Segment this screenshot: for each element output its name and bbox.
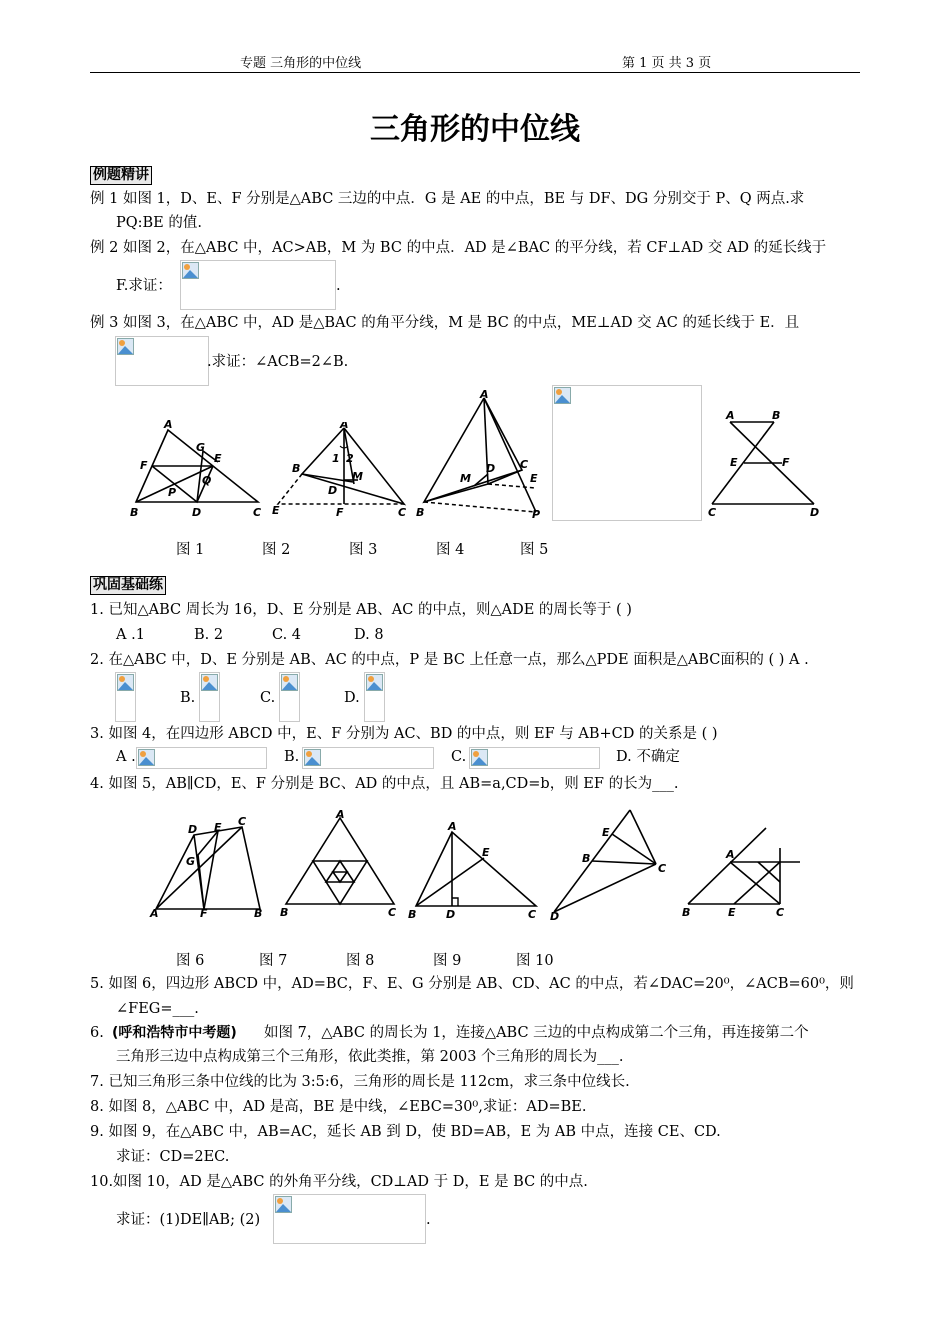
svg-text:A: A <box>340 422 349 431</box>
figure-6 <box>146 815 272 925</box>
svg-text:2: 2 <box>346 452 354 465</box>
problem-2: 2. 在△ABC 中，D、E 分别是 AB、AC 的中点，P 是 BC 上任意一点，那么△PDE 面积是△ABC面积的 ( ) A . <box>90 652 809 668</box>
formula-image-placeholder <box>136 747 267 769</box>
broken-image-icon <box>201 674 218 691</box>
svg-text:A: A <box>448 820 457 833</box>
formula-image-placeholder <box>180 260 336 310</box>
svg-text:A: A <box>480 390 489 401</box>
svg-text:D: D <box>328 484 338 497</box>
broken-image-icon <box>281 674 298 691</box>
svg-text:A: A <box>726 409 735 422</box>
svg-text:C: C <box>238 815 247 828</box>
svg-text:D: D <box>550 910 560 920</box>
example-3-line1: 例 3 如图 3，在△ABC 中，AD 是△BAC 的角平分线，M 是 BC 的中点，ME⊥AD 交 AC 的延长线于 E．且 <box>90 315 800 331</box>
problem-2-option-d: D. <box>344 690 360 706</box>
svg-text:G: G <box>196 441 206 454</box>
problem-6-line2: 三角形三边中点构成第三个三角形，依此类推，第 2003 个三角形的周长为___. <box>116 1049 624 1065</box>
problem-1-option-d: D. 8 <box>354 627 384 643</box>
figure-2-caption: 图 2 <box>262 542 291 558</box>
svg-text:C: C <box>708 506 717 519</box>
svg-text:E: E <box>214 452 222 465</box>
example-3-line2: .求证：∠ACB=2∠B. <box>207 354 349 370</box>
svg-text:E: E <box>602 826 610 839</box>
problem-8: 8. 如图 8，△ABC 中，AD 是高，BE 是中线，∠EBC=30⁰,求证：AD=BE. <box>90 1099 587 1115</box>
problem-3-option-c: C. <box>451 749 467 765</box>
figure-9 <box>546 800 676 924</box>
figure-3 <box>414 390 554 524</box>
problem-10-period: . <box>426 1212 431 1228</box>
figure-8-caption: 图 8 <box>346 953 375 969</box>
formula-image-placeholder <box>469 747 600 769</box>
problem-2-option-b: B. <box>180 690 196 706</box>
svg-text:C: C <box>528 908 537 920</box>
formula-image-placeholder <box>302 747 434 769</box>
figure-5 <box>704 408 824 524</box>
svg-text:C: C <box>398 506 407 519</box>
figure-4-caption: 图 4 <box>436 542 465 558</box>
figure-2 <box>270 422 410 524</box>
formula-image-placeholder <box>279 672 300 722</box>
problem-3-option-a: A . <box>116 749 136 765</box>
problem-5-line1: 5. 如图 6，四边形 ABCD 中，AD=BC，F、E、G 分别是 AB、CD、AC 的中点，若∠DAC=20⁰，∠ACB=60⁰，则 <box>90 976 854 992</box>
svg-text:A: A <box>726 848 735 861</box>
broken-image-icon <box>275 1196 292 1213</box>
svg-text:B: B <box>408 908 417 920</box>
broken-image-icon <box>471 749 488 766</box>
svg-text:A: A <box>164 418 173 431</box>
example-1-line1: 例 1 如图 1，D、E、F 分别是△ABC 三边的中点．G 是 AE 的中点，BE 与 DF、DG 分别交于 P、Q 两点.求 <box>90 191 805 207</box>
svg-text:C: C <box>776 906 785 919</box>
svg-text:E: E <box>272 504 280 517</box>
svg-text:E: E <box>482 846 490 859</box>
problem-9-line2: 求证：CD=2EC. <box>116 1149 230 1165</box>
svg-text:E: E <box>728 906 736 919</box>
example-2-period: . <box>336 278 341 294</box>
problem-3: 3. 如图 4，在四边形 ABCD 中，E、F 分别为 AC、BD 的中点，则 EF 与 AB+CD 的关系是 ( ) <box>90 726 718 742</box>
formula-image-placeholder <box>364 672 385 722</box>
svg-text:B: B <box>416 506 425 519</box>
svg-text:P: P <box>168 486 177 499</box>
broken-image-icon <box>304 749 321 766</box>
section-basic-practice: 巩固基础练 <box>90 576 166 595</box>
header-left: 专题 三角形的中位线 <box>240 56 362 71</box>
broken-image-icon <box>554 387 571 404</box>
svg-text:D: D <box>188 823 198 836</box>
svg-text:B: B <box>130 506 139 519</box>
svg-text:C: C <box>658 862 667 875</box>
broken-image-icon <box>138 749 155 766</box>
problem-3-option-d: D. 不确定 <box>616 749 680 765</box>
broken-image-icon <box>366 674 383 691</box>
svg-text:F: F <box>782 456 790 469</box>
problem-3-option-b: B. <box>284 749 300 765</box>
formula-image-placeholder <box>115 336 209 386</box>
problem-6-source-tag: (呼和浩特市中考题) <box>112 1025 237 1041</box>
figure-10 <box>682 822 812 926</box>
svg-text:M: M <box>352 470 363 483</box>
formula-image-placeholder <box>115 672 136 722</box>
figure-6-caption: 图 6 <box>176 953 205 969</box>
figure-4-image-placeholder <box>552 385 702 521</box>
svg-text:A: A <box>150 907 159 920</box>
svg-text:G: G <box>186 855 196 868</box>
problem-6-line1: 如图 7，△ABC 的周长为 1，连接△ABC 三边的中点构成第二个三角，再连接第二个 <box>264 1025 809 1041</box>
problem-7: 7. 已知三角形三条中位线的比为 3:5:6，三角形的周长是 112cm，求三条中位线长. <box>90 1074 630 1090</box>
problem-2-option-c: C. <box>260 690 276 706</box>
figure-1 <box>128 418 268 524</box>
problem-10-line2: 求证：(1)DE∥AB; (2) <box>116 1212 261 1228</box>
svg-text:B: B <box>772 409 781 422</box>
svg-text:M: M <box>460 472 471 485</box>
svg-text:D: D <box>192 506 202 519</box>
figure-5-caption: 图 5 <box>520 542 549 558</box>
svg-text:E: E <box>730 456 738 469</box>
svg-text:P: P <box>532 508 541 520</box>
figure-3-caption: 图 3 <box>349 542 378 558</box>
svg-text:C: C <box>520 458 529 471</box>
header-rule <box>90 72 860 73</box>
broken-image-icon <box>117 674 134 691</box>
problem-1-option-a: A .1 <box>116 627 145 643</box>
svg-text:B: B <box>254 907 263 920</box>
problem-1: 1. 已知△ABC 周长为 16，D、E 分别是 AB、AC 的中点，则△ADE 的周长等于 ( ) <box>90 602 632 618</box>
section-examples: 例题精讲 <box>90 166 152 185</box>
svg-text:A: A <box>336 808 345 821</box>
problem-5-line2: ∠FEG=___. <box>116 1001 199 1017</box>
figure-8 <box>406 818 544 924</box>
formula-image-placeholder <box>273 1194 426 1244</box>
svg-text:D: D <box>486 462 496 475</box>
svg-text:B: B <box>582 852 591 865</box>
example-1-line2: PQ:BE 的值. <box>116 215 202 231</box>
svg-text:F: F <box>200 907 208 920</box>
broken-image-icon <box>182 262 199 279</box>
svg-text:Q: Q <box>202 474 212 487</box>
svg-text:B: B <box>280 906 289 919</box>
example-2-line1: 例 2 如图 2，在△ABC 中，AC>AB，M 为 BC 的中点．AD 是∠BAC 的平分线，若 CF⊥AD 交 AD 的延长线于 <box>90 240 827 256</box>
problem-9-line1: 9. 如图 9，在△ABC 中，AB=AC，延长 AB 到 D，使 BD=AB，E 为 AB 中点，连接 CE、CD. <box>90 1124 721 1140</box>
figure-10-caption: 图 10 <box>516 953 554 969</box>
problem-6-number: 6. <box>90 1025 104 1041</box>
svg-text:F: F <box>336 506 344 519</box>
formula-image-placeholder <box>199 672 220 722</box>
svg-text:D: D <box>446 908 456 920</box>
svg-text:D: D <box>810 506 820 519</box>
svg-text:1: 1 <box>332 452 340 465</box>
svg-text:E: E <box>214 821 222 834</box>
svg-text:E: E <box>530 472 538 485</box>
figure-9-caption: 图 9 <box>433 953 462 969</box>
figure-7-caption: 图 7 <box>259 953 288 969</box>
example-2-line2: F.求证： <box>116 278 172 294</box>
svg-text:B: B <box>292 462 301 475</box>
problem-1-option-c: C. 4 <box>272 627 302 643</box>
page-title: 三角形的中位线 <box>370 112 580 147</box>
problem-10-line1: 10.如图 10，AD 是△ABC 的外角平分线，CD⊥AD 于 D，E 是 BC 的中点. <box>90 1174 588 1190</box>
svg-text:F: F <box>140 459 148 472</box>
problem-1-option-b: B. 2 <box>194 627 224 643</box>
broken-image-icon <box>117 338 134 355</box>
problem-4: 4. 如图 5，AB∥CD，E、F 分别是 BC、AD 的中点，且 AB=a,CD=b，则 EF 的长为___. <box>90 776 679 792</box>
svg-text:C: C <box>253 506 262 519</box>
svg-text:C: C <box>388 906 397 919</box>
header-page-number: 第 1 页 共 3 页 <box>622 56 712 71</box>
svg-text:B: B <box>682 906 691 919</box>
figure-7 <box>280 808 406 924</box>
figure-1-caption: 图 1 <box>176 542 205 558</box>
